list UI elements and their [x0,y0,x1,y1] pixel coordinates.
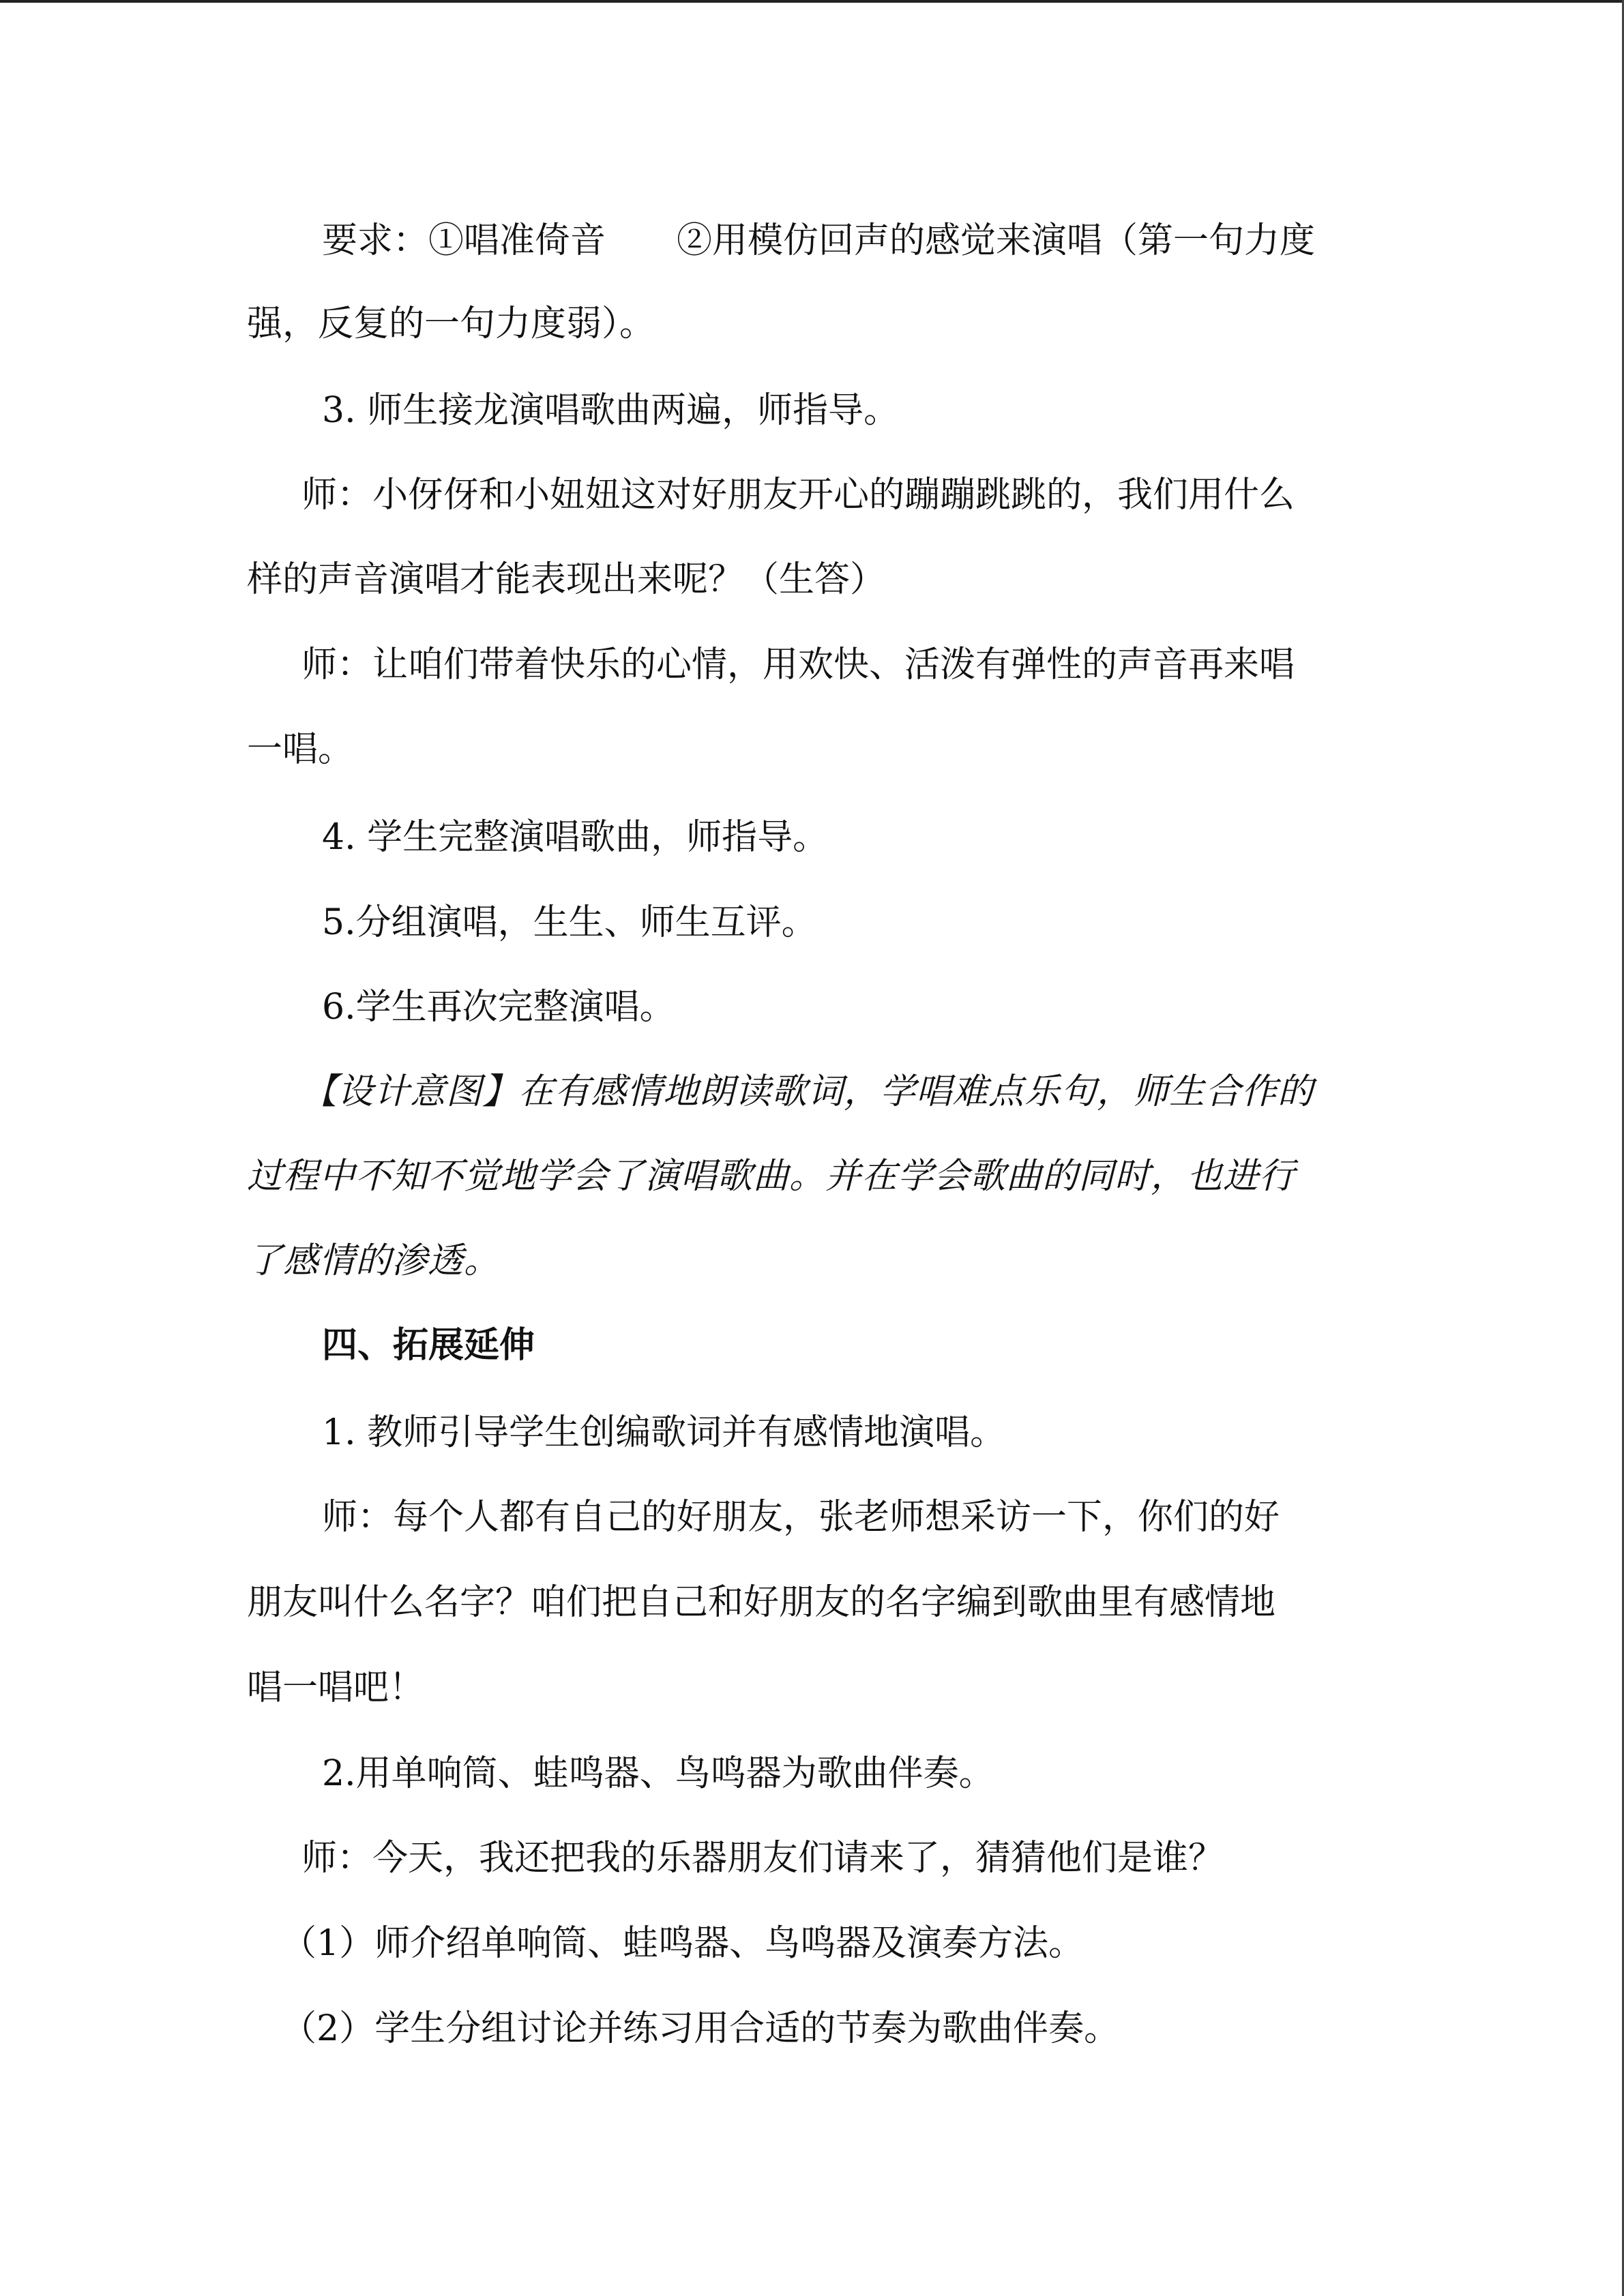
requirement-line-2: 强，反复的一句力度弱）。 [247,303,655,344]
step-6-line: 6.学生再次完整演唱。 [322,987,675,1028]
teacher-interview-line-3: 唱一唱吧！ [247,1667,425,1708]
teacher-interview-line-1: 师：每个人都有自己的好朋友，张老师想采访一下，你们的好 [322,1497,1280,1538]
substep-1-line: （1）师介绍单响筒、蛙鸣器、鸟鸣器及演奏方法。 [281,1923,1084,1964]
design-intent-line-2: 过程中不知不觉地学会了演唱歌曲。并在学会歌曲的同时，也进行 [247,1156,1296,1197]
step-3-line: 3. 师生接龙演唱歌曲两遍，师指导。 [322,390,900,431]
extension-step-1-line: 1. 教师引导学生创编歌词并有感情地演唱。 [322,1412,1006,1453]
extension-step-2-line: 2.用单响筒、蛙鸣器、鸟鸣器为歌曲伴奏。 [322,1753,994,1794]
page-top-border [0,0,1624,3]
step-5-line: 5.分组演唱，生生、师生互评。 [322,902,817,943]
step-4-line: 4. 学生完整演唱歌曲，师指导。 [322,817,829,858]
teacher-question-line-2: 样的声音演唱才能表现出来呢？（生答） [247,559,886,600]
substep-2-line: （2）学生分组讨论并练习用合适的节奏为歌曲伴奏。 [281,2008,1120,2049]
teacher-instruction-line-1: 师：让咱们带着快乐的心情，用欢快、活泼有弹性的声音再来唱 [301,644,1295,685]
requirement-line-1: 要求：①唱准倚音 ②用模仿回声的感觉来演唱（第一句力度 [322,220,1316,261]
section-heading: 四、拓展延伸 [322,1324,535,1366]
teacher-instruments-line: 师：今天，我还把我的乐器朋友们请来了，猜猜他们是谁？ [301,1838,1224,1879]
design-intent-line-1: 【设计意图】在有感情地朗读歌词，学唱难点乐句，师生合作的 [301,1071,1314,1112]
teacher-instruction-line-2: 一唱。 [247,729,354,770]
teacher-question-line-1: 师：小伢伢和小妞妞这对好朋友开心的蹦蹦跳跳的，我们用什么 [301,475,1295,516]
teacher-interview-line-2: 朋友叫什么名字？咱们把自己和好朋友的名字编到歌曲里有感情地 [247,1582,1276,1623]
design-intent-line-3: 了感情的渗透。 [247,1240,501,1281]
